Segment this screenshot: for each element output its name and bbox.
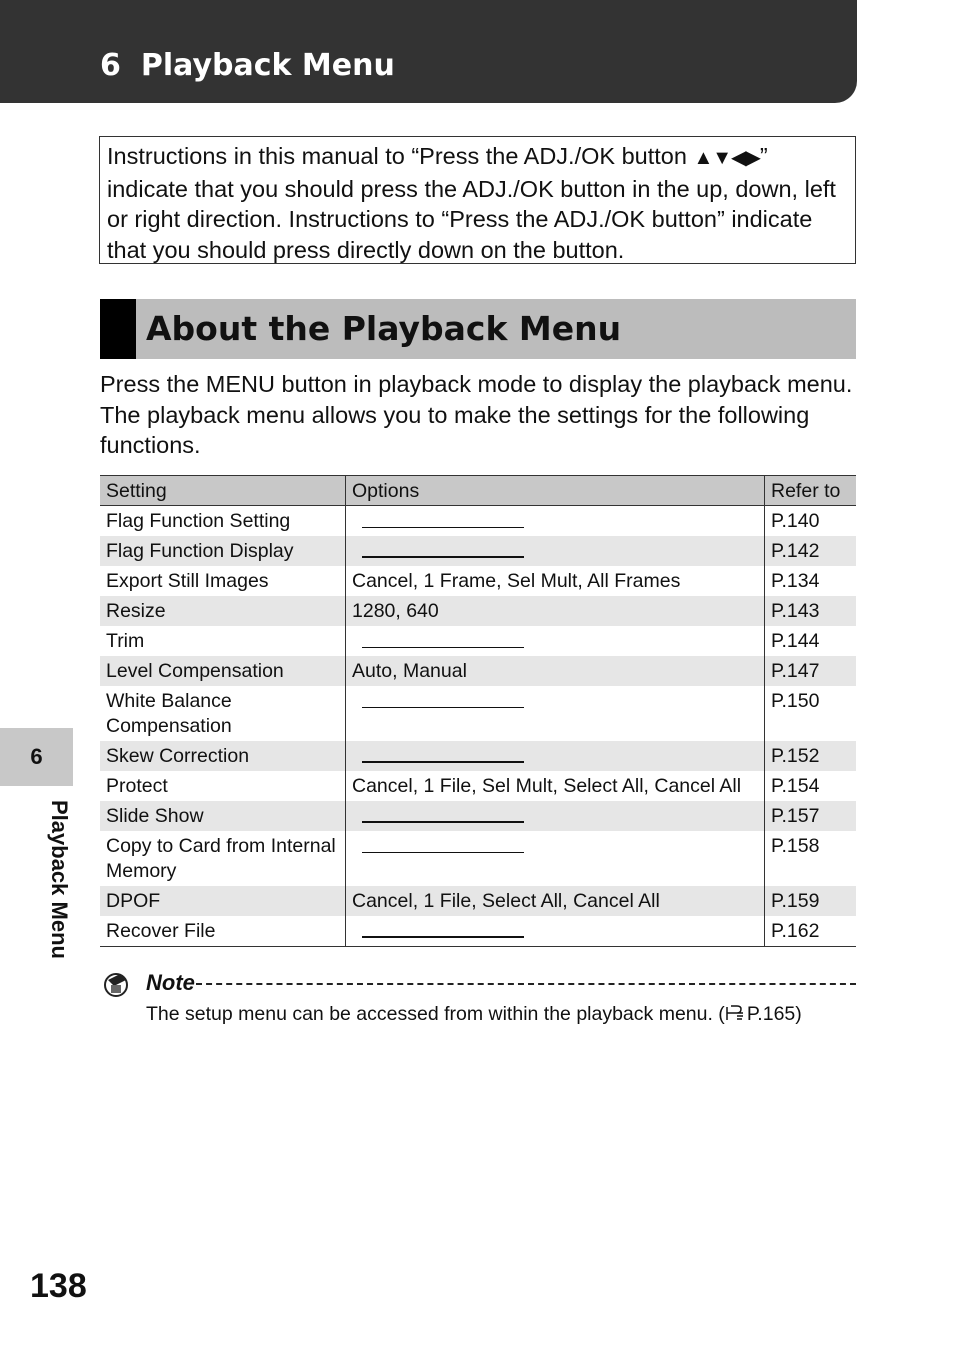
- refer-cell: P.140: [771, 510, 820, 532]
- chapter-title-text: Playback Menu: [140, 48, 395, 83]
- refer-cell: P.159: [765, 886, 857, 916]
- table-row: [100, 801, 856, 831]
- options-cell: [346, 506, 765, 537]
- table-row: [100, 771, 856, 801]
- table-row: [100, 536, 856, 566]
- options-cell: Cancel, 1 File, Sel Mult, Select All, Cancel All: [346, 771, 765, 801]
- no-options-line: [362, 647, 524, 648]
- refer-cell: P.144: [771, 630, 820, 652]
- setting-cell: Skew Correction: [100, 741, 346, 771]
- note-text-close: ): [795, 1003, 802, 1025]
- no-options-line: [362, 852, 524, 853]
- section-intro: Press the MENU button in playback mode to display the playback menu. The playback menu allows you to make the settings for the following functions.: [100, 371, 853, 458]
- note-pencil-icon: [102, 970, 130, 998]
- setting-cell: Protect: [100, 771, 346, 801]
- column-header-options: Options: [346, 476, 765, 506]
- note-page-ref: P.165: [746, 1003, 796, 1025]
- note-divider: [196, 983, 856, 985]
- no-options-line: [362, 821, 524, 823]
- setting-cell: Trim: [100, 626, 346, 656]
- page-number: 138: [30, 1267, 87, 1305]
- side-tab-label: Playback Menu: [47, 800, 72, 959]
- options-cell: [346, 916, 765, 947]
- setting-cell: Flag Function Setting: [100, 506, 346, 537]
- options-cell: [346, 686, 765, 741]
- refer-cell: P.142: [765, 536, 857, 566]
- options-cell: Cancel, 1 Frame, Sel Mult, All Frames: [346, 566, 765, 596]
- options-cell: 1280, 640: [346, 596, 765, 626]
- options-cell: [346, 536, 765, 566]
- no-options-line: [362, 936, 524, 938]
- section-title-marker: [100, 299, 136, 359]
- refer-cell: P.154: [771, 775, 820, 797]
- playback-menu-table: [100, 475, 856, 947]
- setting-cell: Slide Show: [100, 801, 346, 831]
- note-text-main: The setup menu can be accessed from within the playback menu. (: [146, 1003, 725, 1025]
- options-cell: Cancel, 1 File, Select All, Cancel All: [346, 886, 765, 916]
- options-cell: [346, 831, 765, 886]
- setting-cell: DPOF: [100, 886, 346, 916]
- table-row: [100, 686, 856, 741]
- refer-cell: P.134: [771, 570, 820, 592]
- options-cell: [346, 801, 765, 831]
- no-options-line: [362, 707, 524, 708]
- instruction-text-part1: Instructions in this manual to “Press the ADJ./OK button: [107, 143, 694, 169]
- instruction-box: [99, 136, 856, 264]
- table-row: [100, 741, 856, 771]
- setting-cell: Copy to Card from Internal Memory: [100, 831, 346, 886]
- note-text: [146, 1002, 866, 1027]
- refer-cell: P.147: [765, 656, 857, 686]
- no-options-line: [362, 761, 524, 763]
- column-header-refer: Refer to: [765, 476, 857, 506]
- chapter-header: [0, 0, 857, 103]
- table-row: [100, 886, 856, 916]
- refer-cell: P.157: [765, 801, 857, 831]
- no-options-line: [362, 527, 524, 528]
- setting-cell: White Balance Compensation: [100, 686, 346, 741]
- options-cell: Auto, Manual: [346, 656, 765, 686]
- note-label: Note: [146, 970, 195, 995]
- setting-cell: Resize: [100, 596, 346, 626]
- column-header-setting: Setting: [100, 476, 346, 506]
- setting-cell: Flag Function Display: [100, 536, 346, 566]
- table-row: [100, 506, 856, 537]
- refer-cell: P.150: [771, 690, 820, 712]
- side-tab-number: 6: [30, 744, 43, 769]
- chapter-side-tab: [0, 728, 73, 786]
- instruction-text-part2: ” indicate that you should press the ADJ./OK button in the up, down, left or right direction. Instructions to “Press the ADJ./OK button” indicate that you should press directly down on the button.: [107, 143, 836, 263]
- table-header-row: [100, 476, 856, 506]
- table-row: [100, 916, 856, 947]
- section-title: About the Playback Menu: [146, 309, 622, 348]
- setting-cell: Level Compensation: [100, 656, 346, 686]
- table-row: [100, 566, 856, 596]
- options-cell: [346, 626, 765, 656]
- direction-arrows-icon: ▲▼◀▶: [693, 147, 760, 169]
- refer-cell: P.152: [765, 741, 857, 771]
- refer-cell: P.158: [771, 835, 820, 857]
- table-row: [100, 626, 856, 656]
- reference-hand-icon: [725, 1004, 747, 1022]
- no-options-line: [362, 556, 524, 558]
- chapter-title: [100, 46, 395, 86]
- options-cell: [346, 741, 765, 771]
- table-row: [100, 596, 856, 626]
- chapter-number: 6: [100, 48, 121, 83]
- setting-cell: Recover File: [100, 916, 346, 947]
- table-row: [100, 656, 856, 686]
- refer-cell: P.143: [765, 596, 857, 626]
- section-title-bar: [100, 299, 856, 359]
- instruction-text: [107, 141, 848, 265]
- refer-cell: P.162: [765, 916, 857, 947]
- setting-cell: Export Still Images: [100, 566, 346, 596]
- table-row: [100, 831, 856, 886]
